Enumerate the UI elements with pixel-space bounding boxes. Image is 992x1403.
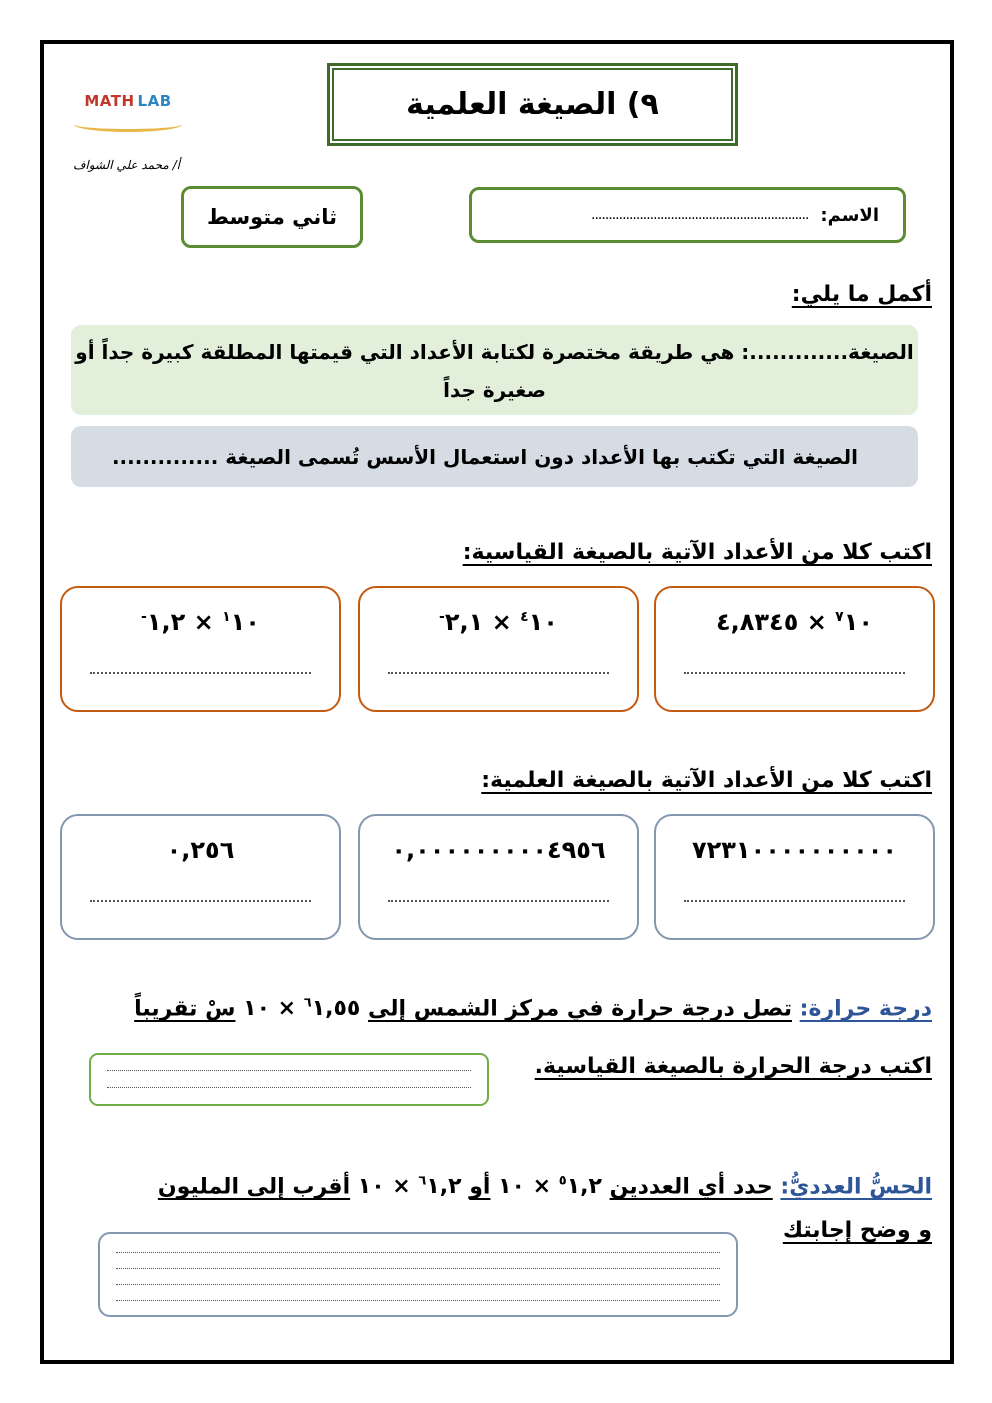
- definition-box-2: الصيغة التي تكتب بها الأعداد دون استعمال الأسس تُسمى الصيغة ..............: [71, 426, 918, 487]
- temperature-task: اكتب درجة الحرارة بالصيغة القياسية.: [534, 1054, 932, 1079]
- answer-line[interactable]: [90, 900, 311, 902]
- temperature-question: درجة حرارة: تصل درجة حرارة في مركز الشمس إلى $^٦$١,٥٥ × ١٠ سْ تقريباً: [134, 996, 932, 1022]
- answer-line[interactable]: [684, 672, 905, 674]
- standard-form-card[interactable]: [358, 586, 639, 712]
- math-lab-logo: MATH LAB: [68, 68, 188, 134]
- section-heading-complete: أكمل ما يلي:: [791, 282, 932, 307]
- author-name: أ/ محمد علي الشواف: [72, 158, 180, 172]
- scientific-form-card[interactable]: [60, 814, 341, 940]
- name-dots: ...............................................................: [591, 207, 809, 223]
- answer-line[interactable]: [388, 672, 609, 674]
- book-icon: [74, 117, 182, 132]
- expression: $^٧$١٠ × ٤,٨٣٤٥: [715, 608, 874, 636]
- answer-line[interactable]: [684, 900, 905, 902]
- temperature-answer-box[interactable]: [89, 1053, 489, 1106]
- name-label: الاسم:: [820, 204, 879, 226]
- section-heading-scientific-form: اكتب كلا من الأعداد الآتية بالصيغة العلمية:: [481, 768, 932, 793]
- expression: $^{-١}$١٠ × ١,٢: [141, 608, 260, 636]
- definition-box-1: الصيغة.............: هي طريقة مختصرة لكتابة الأعداد التي قيمتها المطلقة كبيرة جداً أو صغيرة جداً: [71, 325, 918, 415]
- answer-line[interactable]: [90, 672, 311, 674]
- answer-line[interactable]: [388, 900, 609, 902]
- number-sense-answer-box[interactable]: [98, 1232, 738, 1317]
- standard-form-card[interactable]: [654, 586, 935, 712]
- expression: $^{-٤}$١٠ × ٢,١: [439, 608, 558, 636]
- section-heading-standard-form: اكتب كلا من الأعداد الآتية بالصيغة القياسية:: [462, 540, 932, 565]
- page-title: ٩) الصيغة العلمية: [328, 64, 737, 145]
- number: ٧٢٣١٠٠٠٠٠٠٠٠٠٠: [691, 836, 898, 864]
- number-sense-question: الحسُّ العدديُّ: حدد أي العددين $^٥$١,٢ × ١٠ أو $^٦$١,٢ × ١٠ أقرب إلى المليون: [157, 1174, 932, 1200]
- number-sense-task: و وضح إجابتك: [782, 1218, 932, 1243]
- number: ٠,٢٥٦: [166, 836, 235, 864]
- grade-box: ثاني متوسط: [181, 186, 363, 248]
- standard-form-card[interactable]: [60, 586, 341, 712]
- number: ٠,٠٠٠٠٠٠٠٠٠٤٩٥٦: [391, 836, 606, 864]
- name-field[interactable]: [469, 187, 906, 243]
- scientific-form-card[interactable]: [358, 814, 639, 940]
- scientific-form-card[interactable]: [654, 814, 935, 940]
